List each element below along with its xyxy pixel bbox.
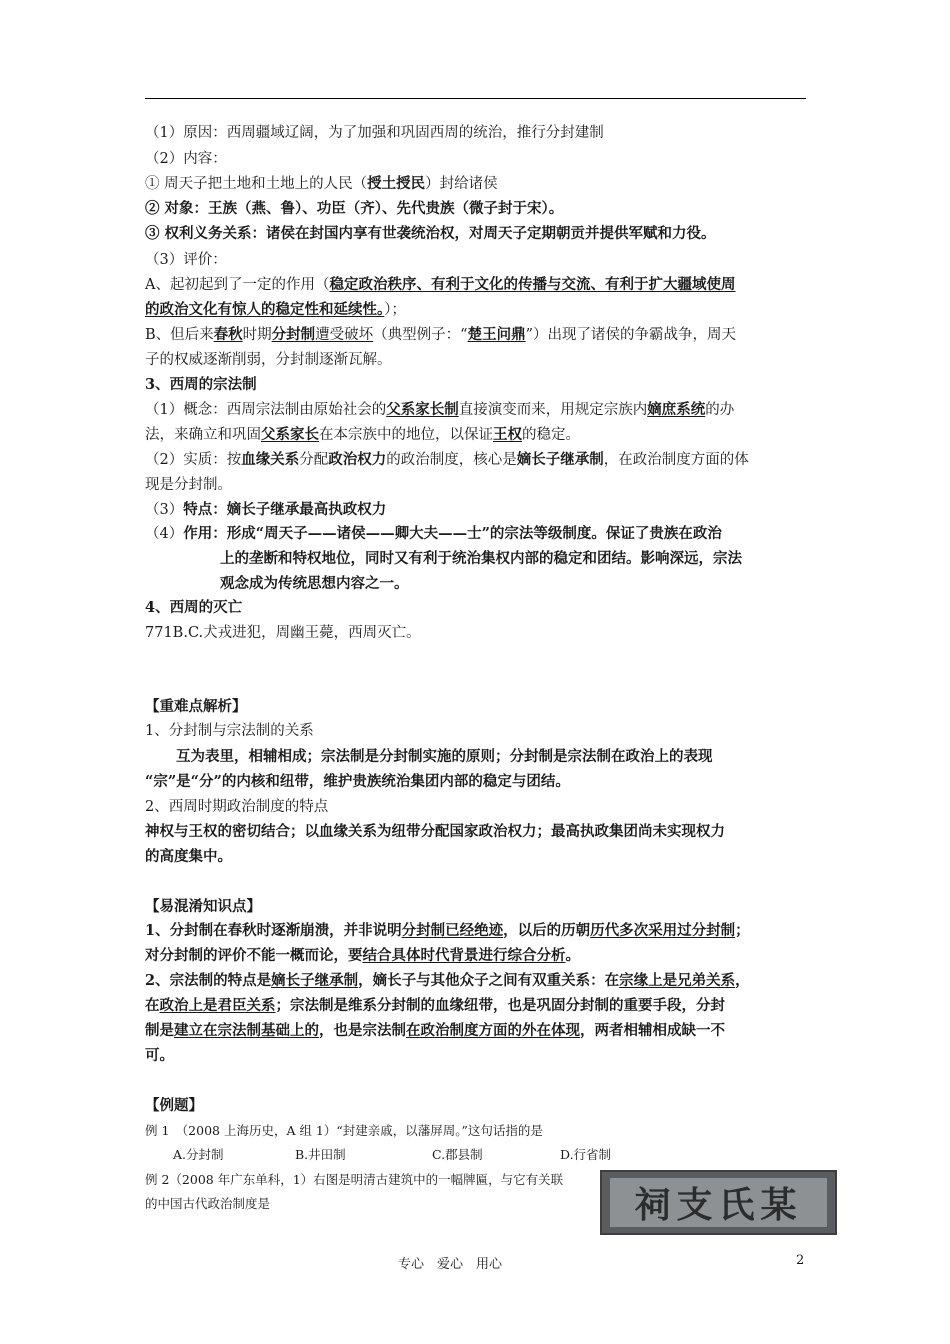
- zongfa-concept: （1）概念：西周宗法制由原始社会的父系家长制直接演变而来，用规定宗族内嫡庶系统的办: [145, 401, 735, 418]
- plaque-image: [600, 1170, 837, 1235]
- example-1-option-c: C.郡县制: [432, 1147, 483, 1162]
- key-point-2-title: 2、西周时期政治制度的特点: [145, 799, 329, 815]
- confuse-title: 【易混淆知识点】: [145, 898, 261, 915]
- confuse-1: 1、分封制在春秋时逐渐崩溃，并非说明分封制已经绝迹，以后的历朝历代多次采用过分封制；: [145, 922, 750, 939]
- example-1-option-a: A.分封制: [173, 1147, 224, 1162]
- plaque-text: 祠支氏某: [634, 1184, 803, 1226]
- zongfa-essence-2: 现是分封制。: [145, 477, 232, 493]
- fenfeng-eval-b: B、但后来春秋时期分封制遭受破坏（典型例子：“楚王问鼎”）出现了诸侯的争霸战争，周天: [145, 326, 736, 343]
- confuse-1-2: 对分封制的评价不能一概而论，要结合具体时代背景进行综合分析。: [145, 947, 580, 964]
- zongfa-role-3: 观念成为传统思想内容之一。: [220, 575, 409, 592]
- zongfa-concept-2: 法，来确立和巩固父系家长在本宗族中的地位，以保证王权的稳定。: [145, 426, 580, 443]
- key-point-1-para: 互为表里，相辅相成；宗法制是分封制实施的原则；分封制是宗法制在政治上的表现: [176, 748, 713, 765]
- example-1-question: 例 1 （2008 上海历史，A 组 1）“封建亲戚，以藩屏周。”这句话指的是: [145, 1123, 543, 1138]
- header-rule: [145, 98, 806, 99]
- plaque-board: [610, 1178, 827, 1227]
- zongfa-role-2: 上的垄断和特权地位，同时又有利于统治集权内部的稳定和团结。影响深远，宗法: [220, 550, 742, 567]
- fenfeng-content-label: （2）内容：: [145, 151, 227, 167]
- fenfeng-content-1: ① 周天子把土地和土地上的人民（授土授民）封给诸侯: [145, 175, 498, 192]
- confuse-2-4: 可。: [145, 1047, 174, 1064]
- fenfeng-eval-label: （3）评价：: [145, 252, 227, 268]
- section-4-title: 4、西周的灭亡: [145, 599, 243, 616]
- fenfeng-content-2: ② 对象：王族（燕、鲁）、功臣（齐）、先代贵族（微子封于宋）。: [145, 200, 564, 217]
- key-points-title: 【重难点解析】: [145, 698, 247, 715]
- example-1-option-d: D.行省制: [560, 1147, 612, 1162]
- example-1-option-b: B.井田制: [295, 1147, 346, 1162]
- fenfeng-eval-a2: 的政治文化有惊人的稳定性和延续性。）；: [145, 301, 406, 318]
- confuse-2-2: 在政治上是君臣关系；宗法制是维系分封制的血缘纽带，也是巩固分封制的重要手段，分封: [145, 997, 725, 1014]
- zongfa-essence: （2）实质：按血缘关系分配政治权力的政治制度，核心是嫡长子继承制，在政治制度方面的体: [145, 451, 749, 468]
- page-number: 2: [796, 1253, 805, 1268]
- fenfeng-eval-b2: 子的权威逐渐削弱，分封制逐渐瓦解。: [145, 352, 392, 368]
- example-2-question-2: 的中国古代政治制度是: [145, 1196, 271, 1211]
- confuse-2-3: 制是建立在宗法制基础上的，也是宗法制在政治制度方面的外在体现，两者相辅相成缺一不: [145, 1022, 725, 1039]
- fenfeng-eval-a: A、起初起到了一定的作用（稳定政治秩序、有利于文化的传播与交流、有利于扩大疆域使周: [145, 276, 736, 293]
- key-point-2-para: 神权与王权的密切结合；以血缘关系为纽带分配国家政治权力；最高执政集团尚未实现权力: [145, 823, 725, 840]
- page-footer: 专心 爱心 用心: [398, 1257, 503, 1272]
- fenfeng-content-3: ③ 权利义务关系：诸侯在封国内享有世袭统治权，对周天子定期朝贡并提供军赋和力役。: [145, 225, 716, 242]
- zongfa-feature: （3）特点：嫡长子继承最高执政权力: [145, 501, 387, 518]
- key-point-2-para-2: 的高度集中。: [145, 848, 232, 865]
- fenfeng-reason: （1）原因：西周疆域辽阔，为了加强和巩固西周的统治，推行分封建制: [145, 125, 604, 141]
- zongfa-role: （4）作用：形成“周天子——诸侯——卿大夫——士”的宗法等级制度。保证了贵族在政治: [145, 525, 722, 542]
- key-point-1-title: 1、分封制与宗法制的关系: [145, 723, 314, 739]
- section-3-title: 3、西周的宗法制: [145, 376, 257, 393]
- confuse-2: 2、宗法制的特点是嫡长子继承制，嫡长子与其他众子之间有双重关系：在宗缘上是兄弟关系，: [145, 972, 750, 989]
- xizhou-fall: 771B.C.犬戎进犯，周幽王薨，西周灭亡。: [145, 625, 421, 641]
- example-2-question: 例 2（2008 年广东单科，1）右图是明清古建筑中的一幅牌匾，与它有关联: [145, 1172, 564, 1187]
- examples-title: 【例题】: [145, 1097, 203, 1114]
- key-point-1-para-2: “宗”是“分”的内核和纽带，维护贵族统治集团内部的稳定与团结。: [145, 773, 570, 790]
